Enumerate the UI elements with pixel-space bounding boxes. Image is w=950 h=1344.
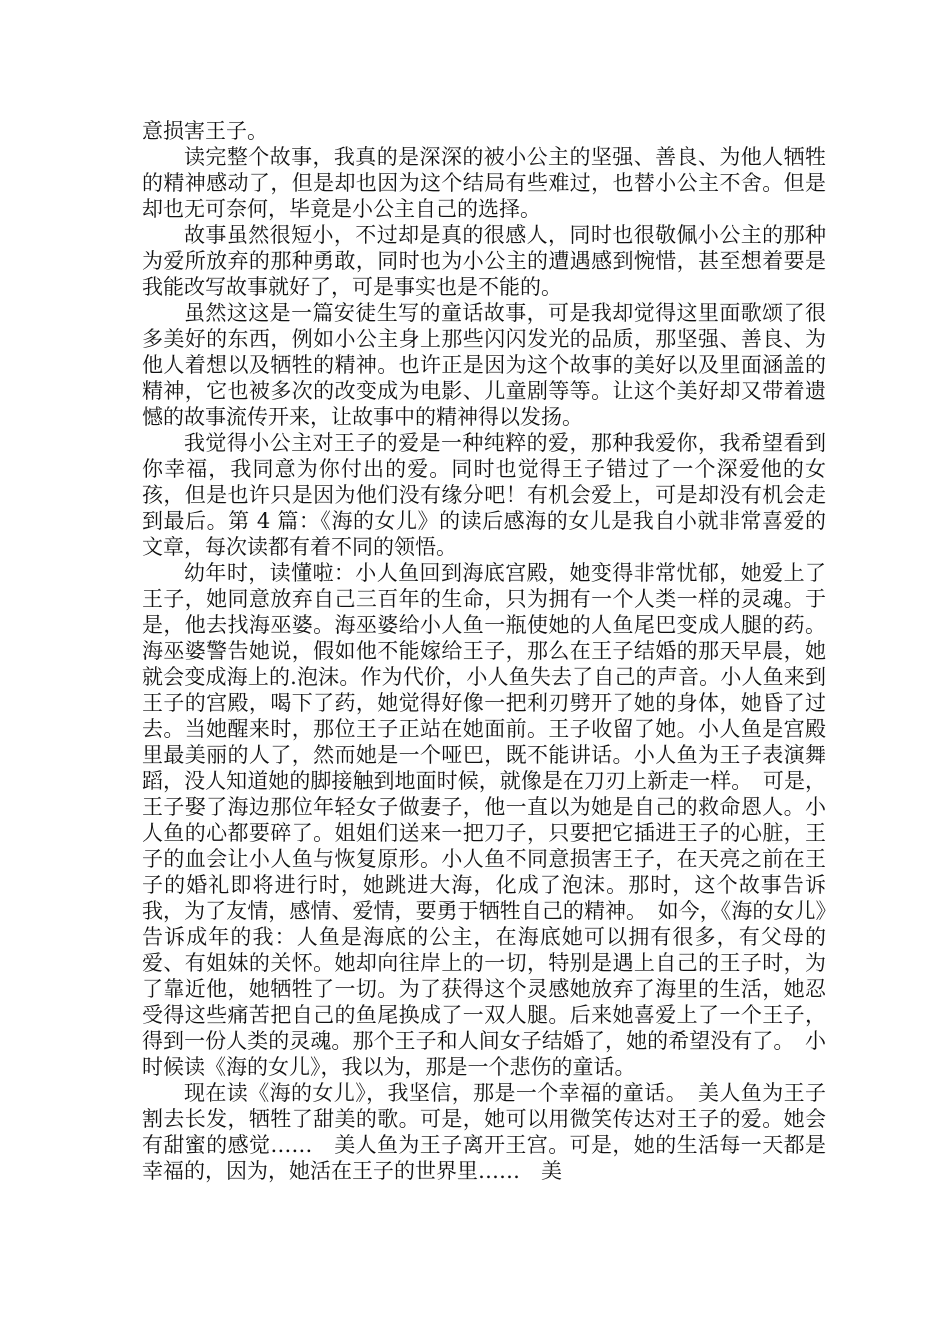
paragraph-6: 幼年时，读懂啦：小人鱼回到海底宫殿，她变得非常忧郁，她爱上了王子，她同意放弃自己三百年的生命，只为拥有一个人类一样的灵魂。于是，他去找海巫婆。海巫婆给小人鱼一瓶使她的人鱼尾巴变成人腿的药。海巫婆警告她说，假如他不能嫁给王子，那么在王子结婚的那天早晨，她就会变成海上的.泡沫。作为代价，小人鱼失去了自己的声音。小人鱼来到王子的宫殿，喝下了药，她觉得好像一把利刃劈开了她的身体，她昏了过去。当她醒来时，那位王子正站在她面前。王子收留了她。小人鱼是宫殿里最美丽的人了，然而她是一个哑巴，既不能讲话。小人鱼为王子表演舞蹈，没人知道她的脚接触到地面时候，就像是在刀刃上新走一样。 可是，王子娶了海边那位年轻女子做妻子，他一直以为她是自己的救命恩人。小人鱼的心都要碎了。姐姐们送来一把刀子，只要把它插进王子的心脏，王子的血会让小人鱼与恢复原形。小人鱼不同意损害王子，在天亮之前在王子的婚礼即将进行时，她跳进大海，化成了泡沫。那时，这个故事告诉我，为了友情，感情、爱情，要勇于牺牲自己的精神。 如今，《海的女儿》告诉成年的我：人鱼是海底的公主，在海底她可以拥有很多，有父母的爱、有姐妹的关怀。她却向往岸上的一切，特别是遇上自己的王子时，为了靠近他，她牺牲了一切。为了获得这个灵感她放弃了海里的生活，她忍受得这些痛苦把自己的鱼尾换成了一双人腿。后来她喜爱上了一个王子，得到一份人类的灵魂。那个王子和人间女子结婚了，她的希望没有了。 小时候读《海的女儿》，我以为，那是一个悲伤的童话。 xyxy=(142,561,826,1079)
paragraph-4: 虽然这这是一篇安徒生写的童话故事，可是我却觉得这里面歌颂了很多美好的东西，例如小公主身上那些闪闪发光的品质，那坚强、善良、为他人着想以及牺牲的精神。也许正是因为这个故事的美好以及里面涵盖的精神，它也被多次的改变成为电影、儿童剧等等。让这个美好却又带着遗憾的故事流传开来，让故事中的精神得以发扬。 xyxy=(142,301,826,429)
paragraph-2: 读完整个故事，我真的是深深的被小公主的坚强、善良、为他人牺牲的精神感动了，但是却也因为这个结局有些难过，也替小公主不舍。但是却也无可奈何，毕竟是小公主自己的选择。 xyxy=(142,145,826,221)
paragraph-3: 故事虽然很短小，不过却是真的很感人，同时也很敬佩小公主的那种为爱所放弃的那种勇敢，同时也为小公主的遭遇感到惋惜，甚至想着要是我能改写故事就好了，可是事实也是不能的。 xyxy=(142,223,826,299)
paragraph-5: 我觉得小公主对王子的爱是一种纯粹的爱，那种我爱你，我希望看到你幸福，我同意为你付出的爱。同时也觉得王子错过了一个深爱他的女孩，但是也许只是因为他们没有缘分吧！有机会爱上，可是却没有机会走到最后。第 4 篇：《海的女儿》的读后感海的女儿是我自小就非常喜爱的文章，每次读都有着不同的领悟。 xyxy=(142,431,826,559)
paragraph-7: 现在读《海的女儿》，我坚信，那是一个幸福的童话。 美人鱼为王子割去长发，牺牲了甜美的歌。可是，她可以用微笑传达对王子的爱。她会有甜蜜的感觉…… 美人鱼为王子离开王宫。可是，她的生活每一天都是幸福的，因为，她活在王子的世界里…… 美 xyxy=(142,1081,826,1183)
document-page xyxy=(142,118,826,1184)
paragraph-1: 意损害王子。 xyxy=(142,119,268,143)
